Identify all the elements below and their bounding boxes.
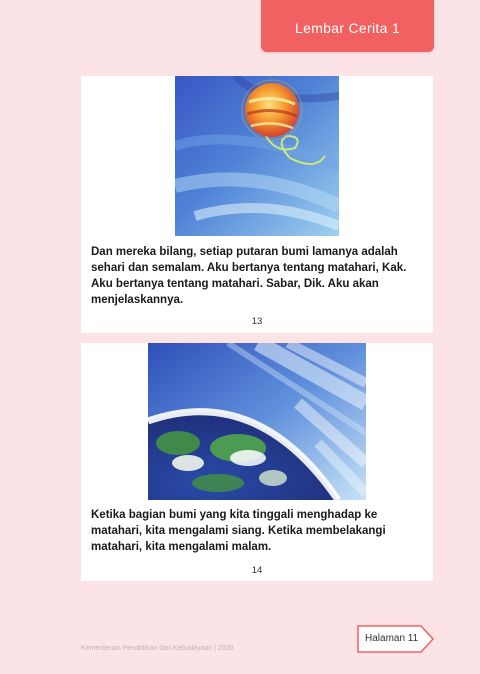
sun-illustration (175, 76, 339, 236)
page-number: 13 (251, 316, 263, 327)
earth-illustration (148, 343, 366, 500)
page-number: 14 (251, 565, 263, 576)
story-sheet-title: Lembar Cerita 1 (295, 20, 400, 36)
publisher-footer: Kementerian Pendidikan dan Kebudayaan | 2020 (81, 645, 234, 652)
story-card-2 (81, 343, 433, 581)
story-text: Dan mereka bilang, setiap putaran bumi lamanya adalah sehari dan semalam. Aku bertanya tentang matahari, Kak. Aku bertanya tentang matahari. Sabar, Dik. Aku akan menjelaskannya. (91, 246, 407, 306)
page-badge (357, 625, 435, 653)
story-sheet-tab (261, 0, 434, 52)
story-card-1 (81, 76, 433, 333)
page-badge-label: Halaman 11 (365, 633, 419, 644)
story-text: Ketika bagian bumi yang kita tinggali menghadap ke matahari, kita mengalami siang. Ketika membelakangi matahari, kita mengalami malam. (91, 509, 386, 553)
